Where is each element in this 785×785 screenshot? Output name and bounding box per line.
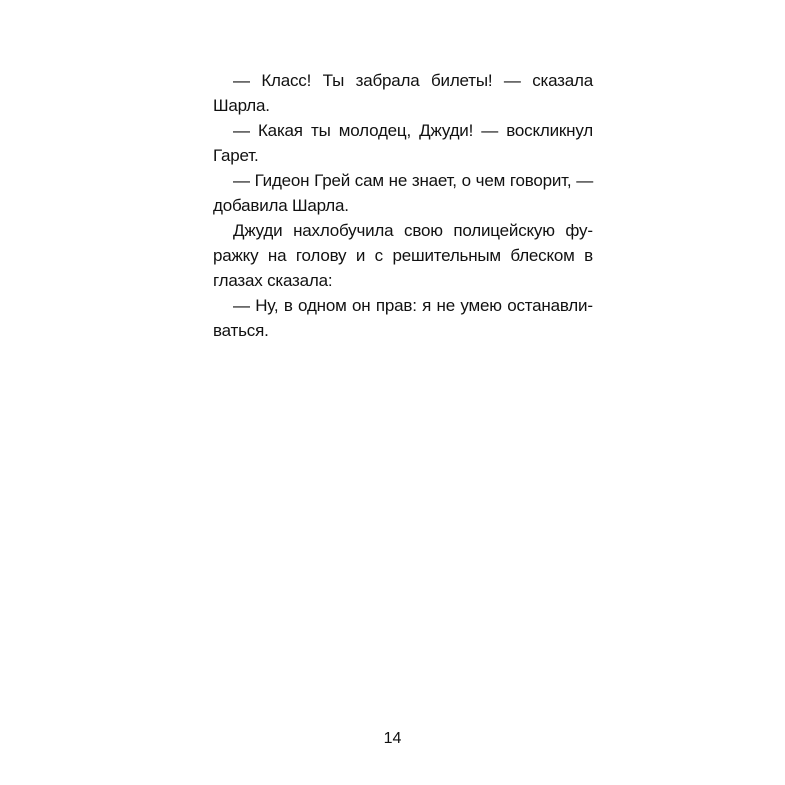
paragraph-3: — Гидеон Грей сам не знает, о чем говорит, — добавила Шарла. [213,171,593,215]
paragraph-1: — Класс! Ты забрала билеты! — сказала Шарла. [213,71,593,115]
paragraph-4: Джуди нахлобучила свою полицейскую фуражку на голову и с решительным блеском в глазах сказала: [213,221,593,290]
page-number: 14 [383,730,402,747]
paragraph-5: — Ну, в одном он прав: я не умею останавливаться. [213,296,593,340]
paragraph-2: — Какая ты молодец, Джуди! — воскликнул Гарет. [213,121,593,165]
body-text [213,68,593,343]
